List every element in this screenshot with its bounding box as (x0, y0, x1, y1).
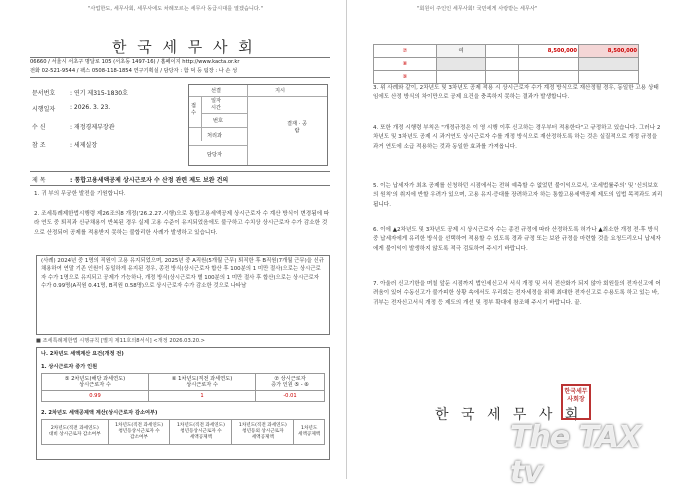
subject: : 통합고용세액공제 상시근로자 수 산정 관련 제도 보완 건의 (70, 177, 229, 184)
row-amount-0: 8,500,000 (519, 45, 579, 58)
approval-col1: 선결 (211, 88, 222, 94)
approval-row-4: 담당자 (207, 152, 223, 158)
doc-no: : 연기 제315-1830호 (70, 90, 128, 97)
paragraph-6: 6. 이에 ▲2차년도 및 3차년도 공제 시 상시근로자 수는 종전 규정에 따라 산정하도록 허가나 ▲최소한 개정 전·후 방식 중 납세자에게 유리한 방식을 선택하여 적용할 수 있도록 경과 규정 또는 보완 규정을 마련할 것을 요청드리오니 납세자에게 불이익이 발생하지 않도록 적극 검토하여 주시기 바랍니다. (373, 227, 661, 252)
watermark-logo: The TAX tv (510, 420, 641, 490)
subject-label: 제 목 (32, 177, 46, 184)
form-val-0: 0.99 (42, 391, 149, 402)
form-val-2: -0.01 (256, 391, 325, 402)
form-th-0: ⑤ 2차년도(해당 과세연도) 상시근로자 수 (42, 374, 149, 391)
date-label: 시행일자 (32, 106, 56, 113)
row-num-2: ⑨ (374, 71, 437, 84)
row-total-0: 8,500,000 (579, 45, 639, 58)
approval-side: 결재 · 공람 (287, 121, 307, 134)
row-num-0: ⑦ (374, 45, 437, 58)
recipient: : 재정경제부장관 (70, 124, 115, 131)
doc-no-label: 문서번호 (32, 90, 56, 97)
top-motto: "회원이 주인인 세무사회! 국민에게 사랑받는 세무사" (417, 6, 538, 12)
contact-line: 전화 02-521-9544 / 팩스 0508-118-1854 연구기획실 / 담당자 : 함 덕 등 팀장 : 나 손 성 (30, 68, 238, 74)
cc: : 세제실장 (70, 142, 98, 149)
case-text: (사례) 2024년 중 1명의 직원이 고용 유지되었으며, 2025년 중 A직원(5개월 근무) 퇴직한 후 B직원(7개월 근무)을 신규 채용하여 연말 기존 인원이 동일하게 유지된 경우, 종전 방식(상시근로자 합산 후 100분의 1 미만 절사)으로는 상시근로자 수가 1명으로 유지되고 공제가 가능하나, 개정 방식(상시근로자 별 100분의 1 미만 절사 후 합산)으로는 상시근로자 수가 0.99명(A직원 0.41명, B직원 0.58명)으로 상시근로자 수가 감소한 것으로 나타남 (41, 258, 325, 290)
form-th-2: ⑦ 상시근로자 증가 인원 ⑤ - ⑥ (256, 374, 325, 391)
paragraph-1: 1. 귀 부의 무궁한 발전을 기원합니다. (34, 191, 126, 197)
approval-row-3: 처리과 (207, 133, 223, 139)
row-flag-0: 여 (437, 45, 486, 58)
official-seal (561, 384, 591, 420)
form-th-1: ⑥ 1차년도(직전 과세연도) 상시근로자 수 (149, 374, 256, 391)
cc-label: 참 조 (32, 142, 46, 149)
form-th2-3: 1차년도(직전 과세연도) 청년등외 상시근로자 세액공제액 (232, 420, 294, 445)
approval-row-2: 번호 (213, 118, 224, 124)
org-title: 한 국 세 무 사 회 (112, 38, 256, 56)
paragraph-3: 3. 위 사례와 같이, 2차년도 및 3차년도 공제 적용 시 상시근로자 수가 계정 방식으로 재산정될 경우, 동일한 고용 상태임에도 산정 방식의 차이만으로 공제 요건을 충족하지 못하는 결과가 발생합니다. (373, 85, 659, 101)
form-table-2 (41, 419, 325, 445)
form-th2-4: 1차년도 세액공제액 (294, 420, 325, 445)
embedded-form (36, 347, 330, 460)
date-value: : 2026. 3. 23. (70, 104, 111, 111)
form-th2-2: 1차년도(직전 과세연도) 청년등상시근로자 수 세액공제액 (170, 420, 232, 445)
top-slogan: "사업한도, 세무사회, 세무사에도 차례모르는 세무사 동급시대를 열겠습니다." (88, 6, 263, 12)
paragraph-5: 5. 이는 납세자가 최초 공제를 신청하던 시점에서는 전혀 예측할 수 없었던 불이익으로서, '조세법률주의' 및 '신의보호의 원칙'의 취지에 반할 우려가 있으며, 고용 유지·증대를 장려하고자 하는 통합고용세액공제 제도의 입법 목적과도 괴리됩니다. (373, 183, 663, 208)
form-caption: ■ 조세특례제한법 시행규칙 [별지 제11호의8서식] <개정 2026.03.20.> (36, 338, 206, 344)
form-sub1: 1. 상시근로자 증가 인원 (41, 364, 98, 370)
address-line: 06660 / 서울시 서초구 명달로 105 (서초동 1497-16) / 홈페이지 http://www.kacta.or.kr (30, 59, 240, 65)
paragraph-4: 4. 또한 개정 시행령 부칙은 "개정규정은 이 영 시행 이후 신고하는 경우부터 적용한다"고 규정하고 있습니다. 그러나 2차년도 및 3차년도 공제 시 과거연도 상시근로자 수를 개정 방식으로 재산정하도록 하는 것은 실질적으로 개정 규정을 과거 연도에 소급 적용하는 것과 동일한 효과를 가져옵니다. (373, 125, 661, 150)
row-num-1: ⑧ (374, 58, 437, 71)
left-document-page (0, 0, 347, 479)
form-th2-0: 2차년도(직전 과세연도) 대비 상시근로자 감소여부 (42, 420, 109, 445)
form-val-1: 1 (149, 391, 256, 402)
form-section2: 2. 2차년도 세액공제액 계산(상시근로자 감소여부) (41, 410, 158, 416)
form-th2-1: 1차년도(직전 과세연도) 청년등상시근로자 수 감소여부 (108, 420, 170, 445)
right-document-page (347, 0, 680, 479)
recipient-label: 수 신 (32, 124, 46, 131)
paragraph-2: 2. 조세특례제한법시행령 제26조의8 개정('26.2.27.시행)으로 통합고용세액공제 상시근로자 수 계산 방식이 변경됨에 따라 연도 중 퇴직과 신규채용이 반복된 경우 실제 고용 수준이 유지되었음에도 불구하고 수치상 상시근로자 수가 감소한 것으로 산정되어 공제를 적용받지 못하는 불합리한 사례가 발생하고 있습니다. (34, 211, 330, 236)
approval-grid (188, 84, 328, 166)
seal-text: 한국세무사회장 (564, 388, 588, 403)
paragraph-7: 7. 아울러 신고기한을 며칠 앞둔 시점까지 법인세신고서 서식 개정 및 서식 전산화가 되지 않아 회원들의 전자신고에 어려움이 있어 수동신고가 불가피한 상황 속에서도 우리회는 전자세정을 위해 최대한 전자신고로 수용도록 하고 있는 바, 귀부는 전자신고서식 개정 등 제도의 개선 및 정부 확대에 참조해 주시기 바랍니다. 끝. (373, 281, 661, 306)
form-table-1 (41, 373, 325, 402)
org-signature: 한 국 세 무 사 회 (435, 407, 583, 423)
form-section1: 나. 2차년도 세액계산 요건(개정 전) (41, 351, 124, 357)
approval-row-0: 접수 (191, 103, 197, 116)
amount-table (373, 44, 639, 84)
case-box (36, 255, 330, 335)
approval-row-1: 일자 시간 (211, 98, 222, 111)
approval-col2: 지시 (275, 88, 286, 94)
